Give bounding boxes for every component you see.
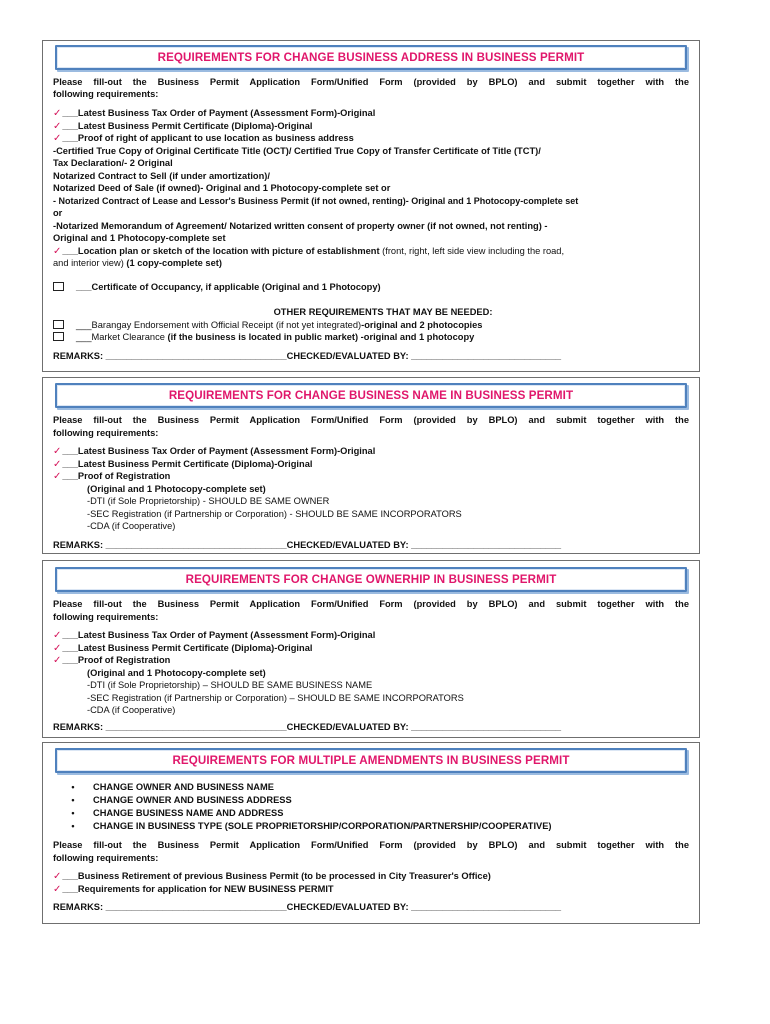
section-change-ownership xyxy=(42,560,700,738)
checkmark-icon: ✓ xyxy=(53,458,62,470)
requirement-subline: -SEC Registration (if Partnership or Corporation) – SHOULD BE SAME INCORPORATORS xyxy=(87,692,464,703)
intro-text: Please fill-out the Business Permit Application Form/Unified Form (provided by BPLO) and submit together with the xyxy=(53,840,689,850)
requirement-item: ✓___Requirements for application for NEW BUSINESS PERMIT xyxy=(53,883,334,895)
requirement-line: and interior view) (1 copy-complete set) xyxy=(53,258,222,268)
intro-text-2: following requirements: xyxy=(53,852,159,863)
checkmark-icon: ✓ xyxy=(53,446,62,457)
requirement-subline: -CDA (if Cooperative) xyxy=(87,705,176,715)
remarks-line: REMARKS: ___________________________________CHECKED/EVALUATED BY: _____________________________ xyxy=(53,540,562,550)
requirement-item: ✓___Latest Business Tax Order of Payment (Assessment Form)-Original xyxy=(53,446,376,457)
remarks-line: REMARKS: ___________________________________CHECKED/EVALUATED BY: _____________________________ xyxy=(53,722,562,732)
remarks-line: REMARKS: ___________________________________CHECKED/EVALUATED BY: _____________________________ xyxy=(53,351,562,361)
requirement-item: ✓___Business Retirement of previous Business Permit (to be processed in City Treasurer's Office) xyxy=(53,871,491,882)
checkmark-icon: ✓ xyxy=(53,630,62,641)
requirement-subline: (Original and 1 Photocopy-complete set) xyxy=(87,483,266,494)
checkmark-icon: ✓ xyxy=(53,642,62,654)
checkmark-icon: ✓ xyxy=(53,120,62,132)
intro-text: Please fill-out the Business Permit Application Form/Unified Form (provided by BPLO) and submit together with the xyxy=(53,77,689,87)
checkbox-item-occupancy: ___Certificate of Occupancy, if applicable (Original and 1 Photocopy) xyxy=(53,281,689,294)
remarks-line: REMARKS: ___________________________________CHECKED/EVALUATED BY: _____________________________ xyxy=(53,902,562,912)
bullet-icon: • xyxy=(71,808,75,818)
requirement-subline: -DTI (if Sole Proprietorship) – SHOULD BE SAME BUSINESS NAME xyxy=(87,680,373,690)
requirement-item: ✓___Latest Business Tax Order of Payment (Assessment Form)-Original xyxy=(53,108,376,119)
requirement-line: Notarized Contract to Sell (if under amortization)/ xyxy=(53,170,270,181)
requirement-item: ✓___Latest Business Tax Order of Payment (Assessment Form)-Original xyxy=(53,630,376,641)
section-title: REQUIREMENTS FOR CHANGE OWNERHIP IN BUSINESS PERMIT xyxy=(55,567,687,592)
checkmark-icon: ✓ xyxy=(53,108,62,119)
requirement-item: ✓___Proof of Registration xyxy=(53,471,171,482)
checkmark-icon: ✓ xyxy=(53,655,62,666)
bullet-item: • CHANGE IN BUSINESS TYPE (SOLE PROPRIETORSHIP/CORPORATION/PARTNERSHIP/COOPERATIVE) xyxy=(53,820,689,833)
bullet-icon: • xyxy=(71,821,75,831)
bullet-item: • CHANGE BUSINESS NAME AND ADDRESS xyxy=(53,807,689,820)
section-multiple-amendments xyxy=(42,742,700,924)
intro-text: Please fill-out the Business Permit Application Form/Unified Form (provided by BPLO) and submit together with the xyxy=(53,599,689,609)
section-change-name xyxy=(42,377,700,554)
intro-text-2: following requirements: xyxy=(53,427,159,438)
requirement-item: ✓___Latest Business Permit Certificate (Diploma)-Original xyxy=(53,458,313,470)
intro-text-2: following requirements: xyxy=(53,611,159,622)
requirement-line: - Notarized Contract of Lease and Lessor's Business Permit (if not owned, renting)- Original and 1 Photocopy-complete set xyxy=(53,195,579,206)
requirement-item: ✓___Proof of Registration xyxy=(53,655,171,666)
checkbox-item-barangay: ___Barangay Endorsement with Official Receipt (if not yet integrated)-original and 2 photocopies xyxy=(53,319,689,332)
requirement-item: ✓___Latest Business Permit Certificate (Diploma)-Original xyxy=(53,642,313,654)
requirement-subline: -SEC Registration (if Partnership or Corporation) - SHOULD BE SAME INCORPORATORS xyxy=(87,508,462,519)
bullet-item: • CHANGE OWNER AND BUSINESS NAME xyxy=(53,781,689,794)
checkmark-icon: ✓ xyxy=(53,871,62,882)
requirement-subline: (Original and 1 Photocopy-complete set) xyxy=(87,667,266,678)
other-requirements-header: OTHER REQUIREMENTS THAT MAY BE NEEDED: xyxy=(273,307,493,317)
bullet-item: • CHANGE OWNER AND BUSINESS ADDRESS xyxy=(53,794,689,807)
checkbox-item-market: ___Market Clearance (if the business is located in public market) -original and 1 photocopy xyxy=(53,331,689,344)
section-title: REQUIREMENTS FOR MULTIPLE AMENDMENTS IN BUSINESS PERMIT xyxy=(55,748,687,773)
checkbox-icon[interactable] xyxy=(53,320,64,329)
section-title: REQUIREMENTS FOR CHANGE BUSINESS ADDRESS IN BUSINESS PERMIT xyxy=(55,45,687,70)
requirement-line: Notarized Deed of Sale (if owned)- Original and 1 Photocopy-complete set or xyxy=(53,183,391,193)
checkmark-icon: ✓ xyxy=(53,883,62,895)
requirement-item: ✓___Proof of right of applicant to use location as business address xyxy=(53,133,354,144)
checkmark-icon: ✓ xyxy=(53,133,62,144)
intro-text: Please fill-out the Business Permit Application Form/Unified Form (provided by BPLO) and submit together with the xyxy=(53,415,689,425)
section-title: REQUIREMENTS FOR CHANGE BUSINESS NAME IN BUSINESS PERMIT xyxy=(55,383,687,408)
requirement-subline: -DTI (if Sole Proprietorship) - SHOULD BE SAME OWNER xyxy=(87,496,330,506)
requirement-line: Original and 1 Photocopy-complete set xyxy=(53,233,226,243)
checkmark-icon: ✓ xyxy=(53,245,62,257)
checkbox-icon[interactable] xyxy=(53,332,64,341)
requirement-subline: -CDA (if Cooperative) xyxy=(87,521,176,531)
checkbox-icon[interactable] xyxy=(53,282,64,291)
requirement-line: or xyxy=(53,208,63,218)
bullet-icon: • xyxy=(71,795,75,805)
bullet-icon: • xyxy=(71,782,75,792)
requirement-item-location: ✓___Location plan or sketch of the location with picture of establishment (front, right, left side view including the road, xyxy=(53,245,565,257)
section-change-address xyxy=(42,40,700,372)
intro-text-2: following requirements: xyxy=(53,89,159,99)
requirement-line: -Certified True Copy of Original Certificate Title (OCT)/ Certified True Copy of Transfer Certificate of Title (TCT)/ xyxy=(53,145,541,156)
requirement-item: ✓___Latest Business Permit Certificate (Diploma)-Original xyxy=(53,120,313,132)
requirement-line: Tax Declaration/- 2 Original xyxy=(53,158,173,168)
requirement-line: -Notarized Memorandum of Agreement/ Notarized written consent of property owner (if not owned, not renting) - xyxy=(53,220,548,231)
checkmark-icon: ✓ xyxy=(53,471,62,482)
